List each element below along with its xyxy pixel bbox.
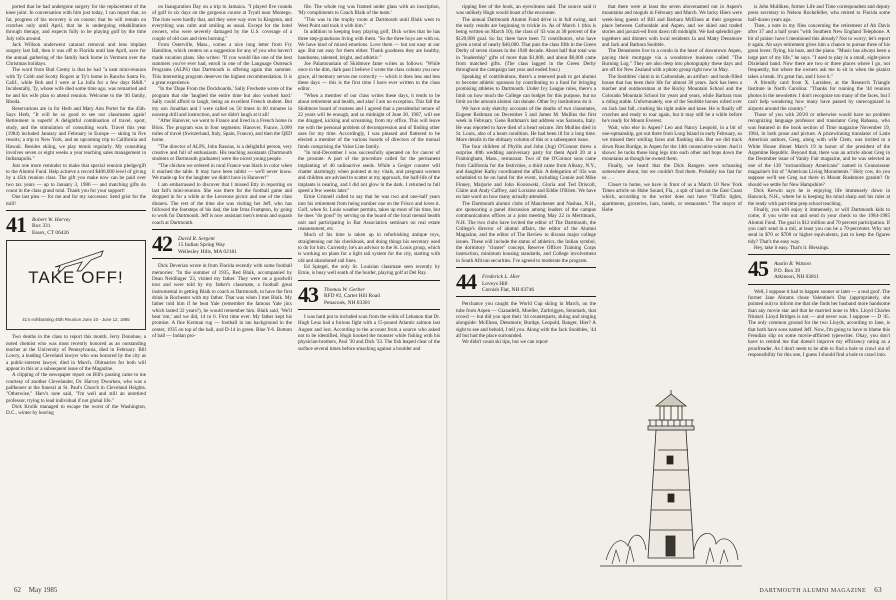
class-secretary (324, 285, 380, 306)
paragraph: Ernie Grinnell called to say that he was two and one-half years into his retirement from being number one on the Frisco and loves it. Golf, when St. Louis weather permits, takes up most of his time, but he does "do good" by serving on the board of the local mental health unit and participating in Bar Association seminars on real estate reassessment, etc. (298, 194, 440, 233)
column-4 (456, 4, 596, 576)
column-2 (152, 4, 292, 576)
class-number: 43 (298, 281, 318, 307)
section-rule (298, 309, 440, 310)
section-rule (152, 229, 292, 230)
paragraph: Finally, we heard that the Dick Rangers were schussing somewhere about, but we couldn't find them. Probably too fast for us . . . (602, 162, 742, 182)
paragraph: Two deaths in the class to report this month. Jerry Donohue, a noted chemist who was most recently honored as an outstanding teacher at the University of Pennsylvania, died in February. Bill Lowry, a leading Cleveland lawyer who was honored by the city as a public-interest lawyer, died in March. Obituaries for both will appear in this or a subsequent issue of the Magazine. (6, 334, 146, 372)
paragraph: that there were at least the seven abovenamed out in Aspen's mountains and moguls in February and March. We lucky Hiers were week-long guests of Bill and Barbara McElnea at their gorgeous place between Carbondale and Aspen, and we skied and traded stories and jacuzzi-ed from dawn till midnight. We had splendid get-togethers and dinners with local residents Ja and Matty Densmore and Jack and Barbara Snobble. (602, 4, 742, 49)
class-42-header (152, 231, 292, 257)
paragraph: Closer to home, we have in front of us a March 10 New York Times article on Hobe Sound, Fla., a spit of land on the East Coast which, according to the writer does not have "Traffic lights, apartments, groceries, bars, hotels, or restaurants." The mayor of Hobe (602, 181, 742, 213)
secretary-address-2: Cornish Flat, NH 03746 (482, 286, 535, 293)
class-number: 42 (152, 231, 172, 257)
class-number: 44 (456, 269, 476, 295)
paragraph: Wait, who else in Aspen? Leo and Nancy Leopold, in a bit of one-upmanship, got out there from Long Island in early February, so we missed their smiling faces and flashing skis. But we did track down Russ Burdge, in Aspen for the 14th consecutive winter. And it shows: he tucks those long legs into each other and hops down the mountains as though he owned them. (602, 124, 742, 163)
paragraph: "When a member of our class writes these days, it tends to be about retirement and health, and alas! I am no exception. This fall the Skidmore board of trustees and I agreed that a presidential tenure of 22 years will be enough, and so midnight of June 30, 1987, will see me dragged, kicking and screaming, from my office. This will leave me with the personal problem of decompression and of finding other uses for my time. Accordingly, I was pleased and flattered to be elected a member of the various boards of directors of the mutual funds comprising the Value Line family. (298, 92, 440, 150)
class-43-header (298, 281, 440, 307)
section-rule (456, 296, 596, 297)
paragraph: The four children of Phyllis and John (Jug) O'Connor threw a surprise 40th wedding anniversary party for them April 20 at a Framingham, Mass., restaurant. Two of the O'Connor sons came from California for the festivities, a third came from Albany, N.Y., and daughter Kathy coordinated the affair. A delegation of '43s was scheduled to be on hand for the event, including Connie and Mike Finney, Marjorie and John Kooiswski, Gloria and Ted Driscoll, Claire and Andy Caffrey, and Lorraine and Eddie O'Brien. We have no late word on how many actually attended. (456, 143, 596, 201)
paragraph: "This was in the trophy room at Dartmouth until Blaik went to West Point and took it with him." (298, 16, 440, 30)
class-secretary (178, 234, 237, 255)
section-rule (748, 284, 890, 285)
paragraph: Jack Willson underwent cataract removal and lens implant surgery last fall, then it was off to Florida until late April, save for the annual gathering of the family back home in Vermont over the Christmas holidays. (6, 42, 146, 68)
class-number: 41 (6, 212, 26, 237)
paragraph: I was hard put to included scan from the wilds of Lebanon that Dr. Hugh Leuz had a furious fight with a 15-pound Atlantic salmon last August and lost. According to the account from a source who asked not to be identified, Hugh hooked the monster while fishing with his physician-brothers, Paul '30 and Dick '33. The fish leaped clear of the surface several times before smacking against a boulder and (298, 314, 440, 352)
paragraph: I am embarrassed to discover that I missed Etty in reporting on last fall's mini-reunion. She was there for the football game and dropped in for a while at the Leverone picnic and one of the class dinners. The rest of the time she was visiting her Jeff, who has followed the footsteps of his dad, the late Irma Frampton, by going to work for Dartmouth. Jeff is now assistant men's tennis and squash coach at Dartmouth. (152, 181, 292, 226)
paragraph: From Osterville, Mass., comes a nice long letter from Fry Hamilton, which centers on a suggestion for any of you who haven't made vacation plans. She writes: "If you would like one of the best summers you've ever had, enroll in one of the Language Outreach Programs (ALPS) that Dartmouth is offering again this summer. This interesting program deserves the highest recommendation. It is a great experience. (152, 42, 292, 87)
column-3 (298, 4, 440, 576)
right-footer (759, 586, 888, 594)
section-rule (6, 210, 146, 211)
secretary-address-1: Box 331 (32, 223, 51, 230)
paragraph: Well, I suppose it had to happen sooner or later — a real goof. The former Jane Abrams chose Valentine's Day (appropriately, she pointed out) to inform me that she finds her husband more handsome than any movie star and that he married none to Mrs. Lloyd Charles Nintzel. Lloyd Bridges is not — and never was. I suppose — D '45. The only common ground for the two Lloyds, according to Jane, is that both have sons named Jeff. Now, I'm going to have to blame this Freudian slip on some movie-afflicted typewriter. Okay, you don't have to remind me that doesn't improve my efficiency rating as a proofreader. As I don't seem to be able to find a hole to crawl out of responsibility for this one, I guess I should find a hole to crawl into. (748, 288, 890, 359)
section-rule (298, 280, 440, 281)
paragraph: Finally, you will enjoy it immensely, or will Dartmouth kids to come, if you write out and send in your check to the 1984-1985 Alumni Fund. The goal is $12 million and 70 percent participation. If you can't send in a mil, at least you can be a 70-percenter. Why not send in $70 or $700 or higher equivalents, just to keep the figures tidy? That's the easy way. (748, 207, 890, 245)
secretary-address-1: RFD #2, Carter Hill Road (324, 293, 380, 300)
class-secretary (482, 272, 534, 293)
paragraph: Those of you with 20/20 or otherwise would have no problem recognizing language professor and translator Greg Rabassa, who was featured in the book section of Time magazine November 19, 1984, in both prose and picture. A prizewinning translator of Latin American authors, Greg, along with wife Clem, was invited to a White House dinner March 19 in honor of the president of the Argentine Republic. Beyond that, there was an article about Greg in the December issue of Vanity Fair magazine, and he was selected as one of the 130 "extraordinary Americans" named in Connoisseur magazine's list of "American Living Monuments." Holy cow, do you suppose we'll see Greg out there in Mount Rushmore granite? Or should we settle for New Hampshire? (748, 111, 890, 188)
paragraph: Much of his time is taken up in refurbishing antique toys, straightening out his checkbook, and doing things his secretary used to do for him. Currently, he's an advisor to the St. Louis group, which is working on plans for a light rail system for the city, starting with old and abandoned rail lines. (298, 232, 440, 264)
magazine-title: DARTMOUTH ALUMNI MAGAZINE (759, 588, 867, 594)
takeoff-caption: 41's exhilarating 45th Reunion June 10 - June 12, 1985 (22, 316, 130, 322)
secretary-name: Austin B. Watson (774, 261, 811, 268)
paragraph: ripping free of the hook, an eyewitness said. The source said it was unlikely Hugh would boast of the encounter. (456, 4, 596, 17)
secretary-address-1: P.O. Box 39 (774, 267, 801, 274)
paragraph: Ed Spiegel, the only St. Louisian classmate seen recently by Ernie, is busy well south of the border, playing golf at Del Ray. (298, 264, 440, 277)
paragraph: file. The whole rug was framed under glass with an inscription, 'My compliments to Coach Blaik of the team.' (298, 4, 440, 17)
secretary-address-1: 15 Indian Spring Way (178, 242, 226, 249)
paragraph: The Densmores live in a condo in the heart of downtown Aspen, paying their mortgage via a woodstove business called "The Burning Log." They are also deep into photography these days and are off for New Zealand with a photo group right now in May. (602, 48, 742, 74)
paragraph: In addition to keeping busy playing golf, Dick writes that he has three step-grandsons living with them. "So the three boys are with us. We have kind of mixed emotions. Love them — but not easy at our age. But not easy for them either. Thank goodness they are healthy, handsome, talented, bright, and athletic." (298, 29, 440, 61)
paragraph: "In mid-December I was successfully operated on for cancer of the prostate. A part of the procedure called for the permanent implanting of 46 radioactive seeds. While a Geiger counter will chatter alarmingly when pointed at my vitals, and pregnant women and children are advised to scatter at my approach, the half-life of the implants is nearing, and I did not glow in the dark. I returned to full speed a few weeks later." (298, 149, 440, 194)
paragraph: The word from Bud Cremy is that he had "a neat mini-reunion with Ty Cobb and Scotty Rogers at Ty's home in Rancho Santa Fe, Calif., while Bob and I were at La Jolla for a few days R&R." Incidentally, Ty, whose wife died some time ago, was remarried and he and his wife plan to attend reunion. Welcome to the '40 family, Rhoda. (6, 67, 146, 106)
class-secretary (32, 215, 71, 236)
column-6 (748, 4, 890, 576)
secretary-address-2: Essex, CT 06426 (32, 229, 69, 236)
paragraph: Perchance you caught the World Cup skiing in March, on the tube from Aspen — Gianadelli, Moeller, Zurbriggen, Stenmark, that crowd — but did you spot their '44 counterparts, skiing and singing alongside: McElnea, Densmore, Burdge, Leopold, Ranger, Hier? A sight to see and behold, I tell you. Along with the Jack Snobbles, '44 all but had the place surrounded. (456, 301, 596, 340)
paragraph: A friendly card from X. Larrabee, at the Research Triangle Institute in North Carolina: "Thanks for running the '44 reunion photos in the newsletter. I don't recognize too many of the faces, but I can't help wondering how many have passed by unrecognized in airports around the country." (748, 80, 890, 112)
paragraph: We have only sketchy accounts of the deaths of two classmates, Eugene Rothman on December 5 and James M. Mullins the first week in February. Gene Rothman's last address was Sarasota, Italy. He was reported to have died of a heart seizure. Jim Mullins died in St. Louis, also of a heart condition. He had been ill for a long time. More details in the obituary column of this or a subsequent issue. (456, 105, 596, 144)
paragraph: Joe Palamountain of Skidmore fame writes as follows: "While once in the dim, dark past I believe I wrote the class column you now grace, all memory serves me correctly — which it does less and less these days — this is the first time I have ever written to the class editor. (298, 61, 440, 93)
paragraph: Just one more reminder to make that special reunion pledge/gift to the Alumni Fund. Help achieve a record $400,000 level of giving by a 45th reunion class. The gift you make now can be paid over two tax years — up to January 3, 1986 — and matching gifts do count in the class grand total. Thank you for your support! (6, 162, 146, 194)
secretary-address-2: Penacook, NH 03301 (324, 299, 371, 306)
class-45-header (748, 256, 890, 282)
secretary-address-2: Wellesley Hills, MA 02181 (178, 248, 237, 255)
column-1 (6, 4, 146, 576)
paragraph: Then, a note in my files concerning the retirement of Ab Davis after 37 and a half years "with Southern New England Telephone. A bit of praise: have I mentioned this already? Not to worry; let's report it again. Ab says retirement gives him a chance to pursue three of his great loves: flying, his boat, and the piano. "Music has always been a large part of my life," he says. "I used to play in a small, eight-piece Dixieland band. Now there are two or three places where I go, not frequently, but where the owners ask me to sit in when the pianist takes a break. It's great fun, and I love it." (748, 23, 890, 80)
paragraph: Dick Kerwin says he is enjoying life immensely down in Hancock, N.H., where he is keeping his mind sharp and his ruler at the ready with part-time prep school teaching. (748, 187, 890, 207)
paragraph: The Dartmouth alumni clubs of Manchester and Nashua, N.H., are sponsoring a panel discussion among leaders of the campus communications offices at a joint meeting May 22 in Merrimack, N.H. The two clubs have invited the editor of The Dartmouth, the College's director of alumni affairs, the editor of the Alumni Magazine, and the editor of The Review to discuss major college issues. These will include the status of athletics, the Indian symbol, the dormitory "cluster" concept, Reserve Officer Training Corps instruction, minimum housing standards, and College involvement in South African securities. I've agreed to moderate the program. (456, 200, 596, 264)
paragraph: "The director of ALPS, John Rassias, is a delightful person, very creative and full of enthusiasm. His teaching assistants (Dartmouth students or Dartmouth graduates) were the nicest young people. (152, 143, 292, 163)
secretary-name: David R. Sergent (178, 236, 215, 243)
takeoff-reunion-graphic (6, 240, 146, 330)
column-5 (602, 4, 742, 384)
secretary-name: Frederick L. Hier (482, 274, 520, 281)
section-rule (152, 258, 292, 259)
left-footer (8, 586, 57, 594)
paragraph: Dick Deverian wrote in from Florida recently with some football memories: "In the summer of 1935, Red Blaik, accompanied by Dean Neidlinger '23, visited my father. They were on a goodwill tour and were told by my father's classmate, a football great instrumental in getting Blaik to coach at Dartmouth, to have the first drink in Rochester with my father. That was when I met Blaik. My father told him if he beat Yale (remember the famous Yale jinx which lasted 32 years?), he would remember him. Blaik said, 'We'll beat 'em,' and we did, 14 to 6. First time ever. My father kept his promise. A fine Kerman rug — football in tan background in the center, 1935 on top of the ball, and D-14 in green. Blue Y-6. Bottom of ball — Indian pro- (152, 263, 292, 340)
issue-date: May 1985 (28, 586, 58, 594)
class-41-header (6, 212, 146, 237)
paragraph: One last plea — for me and for my successor. Send grist for the mill! (6, 194, 146, 207)
paragraph: The annual Dartmouth Alumni Fund drive is in full swing, and the early results are beginning to trickle in. As of March 1 (this is being written on March 10), the class of '43 was at 38 percent of the $120,000 goal. So far, there have been 72 contributors, who have given a total of nearly $46,000. That puts the class fifth in the Green Derby of seven classes in the 1940 decade. About half that total was in "leadership" gifts of more than $1,000, and about $6,000 came from matched gifts. (The class lagged in the Green Derby throughout the campaign last year and ended four.) (456, 16, 596, 74)
paragraph: We didn't count ski tips, but we can report (462, 339, 548, 346)
paragraph: "In the 'Dope From the Dockboards,' Sally Frechette wrote of the program that she 'laughed the entire time but also worked hard.' Sally could afford to laugh, being an excellent French student. But my son Jonathan and I were called on 50 times in 60 minutes in nonstop drill and instruction, and we didn't laugh at it all! (152, 86, 292, 118)
section-rule (748, 254, 890, 255)
section-rule (456, 267, 596, 268)
paragraph: on Inauguration Day on a trip to Jamaica. "I played five rounds of golf in six days on the gorgeous course at Tryall near Montego. The riots were hardly that, and they were way over in Kingston, and everything was calm and smiling as usual. Except for the hotel owners, who were severely damaged by the U.S. coverage of a couple of old cars and tires burning." (152, 4, 292, 42)
paragraph: Dick Krolik managed to escape the worst of the Washington, D.C., winter by leaving (6, 404, 146, 417)
page-number-right: 63 (874, 586, 882, 594)
class-number: 45 (748, 256, 768, 282)
paragraph: is John Mulliken, former Life and Time correspondent and deputy press secretary to Nelson Rockefeller, who retired to Florida some half-dozen years ago. (748, 4, 890, 23)
paragraph: Reservations are in for Herb and Mary Ann Porter for the 45th. Says Herb, "It will be so good to see our classmates again! Retirement is superb! A delightful combination of travel, sport, study, and the stimulation of consulting work. Travel this year (1984) included January and February in Europe — skiing in five resorts; a trip to New York, and an upcoming trip to California and Hawaii. Besides skiing, we play tennis regularly. My consulting involves seven or eight weeks a year teaching sales management in Indianapolis." (6, 105, 146, 163)
secretary-address-1: Loveys Hill (482, 280, 508, 287)
paragraph: "The chicken we ordered in rural France was black in color when it reached the table. It may have been rabbit — we'll never know. We made up for the laughter we didn't have in Hanover!" (152, 162, 292, 182)
paragraph: The Snobbles' claim is in Carbondale, an artifact- and book-filled house that has been their life for almost 30 years. Jack has been a teacher and outdoorsman at the Rocky Mountain School and the Colorado Mountain School for years and years, while Barbara runs a riding stable. Unfortunately, one of the Snobble horses rolled over on Jack last fall, crushing his right ankle and knee. He is finally off crutches and ready to roar again, but it may still be a while before he's ready for Mount Everest. (602, 73, 742, 125)
secretary-name: Thomas W. Gerber (324, 286, 365, 293)
takeoff-title: TAKE OFF! (28, 268, 124, 288)
paragraph: A clipping of the newspaper report on Bill's passing came to me courtesy of another Clevelander, Dr. Harvey Dworken, who was a pallbearer at the funeral at St. Paul's Church in Cleveland Heights. "Otherwise," Harv's note said, "I'm well and still an unretired professor, trying to lead individual if not global life." (6, 372, 146, 404)
class-44-header (456, 269, 596, 295)
paragraph: Hey, take it easy. That's it. Blessings. (754, 245, 830, 252)
secretary-name: Robert W. Harvey (32, 217, 71, 223)
page-number-left: 62 (14, 586, 21, 594)
lighthouse-illustration (598, 390, 744, 570)
paragraph: ported that he had undergone surgery for the replacement of the knee joint. In conversation with him just today, I can report that, so far, progress of his recovery is on course; that he will remain on crutches only until April, that he is undergoing rehabilitation through therapy, and expects fully to be playing golf by the time July rolls around. (6, 4, 146, 42)
paragraph: "After Hanover, we went to France and lived in a French home in Blois. The program was in four segments: Hanover, France, 3,000 miles of travel (Switzerland, Italy, Spain, France), and then the QED home. (152, 118, 292, 144)
secretary-address-2: Atkinson, NH 03811 (774, 274, 819, 281)
class-secretary (774, 259, 819, 280)
paragraph: Speaking of contributions, there's a renewed push to get alumni to become athletic sponsors by contributing to a fund for bringing promising athletes to Dartmouth. Under Ivy League rules, there's a limit on how much the College can budget for this purpose, but no limit on the amount alumni can donate. Other Ivy institutions do it. (456, 73, 596, 106)
